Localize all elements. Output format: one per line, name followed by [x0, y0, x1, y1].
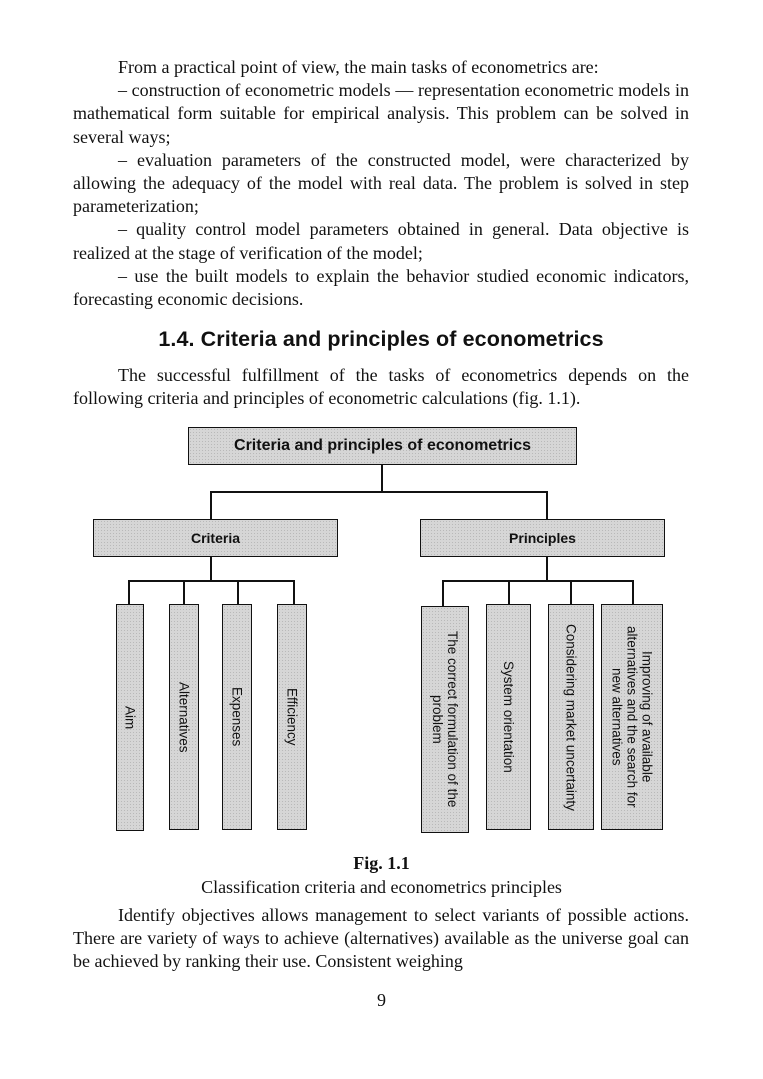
connector-line — [128, 580, 295, 582]
intro-paragraph: From a practical point of view, the main tasks of econometrics are: — [118, 57, 599, 77]
connector-line — [210, 557, 212, 581]
figure-title: Fig. 1.1 — [353, 853, 410, 873]
criteria-item-label: Aim — [122, 705, 138, 730]
principles-box — [420, 519, 665, 557]
principle-item-label: System orientation — [501, 661, 516, 773]
connector-line — [237, 580, 239, 604]
principle-item-label: Considering market uncertainty — [563, 623, 579, 811]
connector-line — [508, 580, 510, 604]
task-item: – construction of econometric models — representation econometric models in mathematical form suitable for empirical analysis. This problem can be solved in several ways; — [73, 80, 689, 147]
principle-item-system-orientation — [486, 604, 531, 830]
task-item: – evaluation parameters of the constructed model, were characterized by allowing the adequacy of the model with real data. The problem is solved in step parameterization; — [73, 149, 689, 217]
connector-line — [570, 580, 572, 604]
section-heading: 1.4. Criteria and principles of econometrics — [158, 327, 604, 352]
criteria-item-label: Expenses — [229, 687, 245, 747]
criteria-item-efficiency — [277, 604, 307, 830]
principle-item-label: Improving of available alternatives and the search for new alternatives — [609, 626, 655, 808]
closing-text — [73, 904, 689, 974]
principle-item-improving-alternatives — [601, 604, 663, 830]
criteria-item-expenses — [222, 604, 252, 830]
criteria-label: Criteria — [190, 530, 241, 546]
connector-line — [210, 491, 212, 519]
figure-caption: Classification criteria and econometrics principles — [201, 877, 562, 897]
criteria-item-alternatives — [169, 604, 199, 830]
connector-line — [183, 580, 185, 604]
connector-line — [293, 580, 295, 604]
connector-line — [210, 491, 548, 493]
criteria-item-aim — [116, 604, 144, 831]
criteria-item-label: Efficiency — [284, 688, 300, 746]
connector-line — [546, 557, 548, 581]
task-item: – use the built models to explain the behavior studied economic indicators, forecasting economic decisions. — [73, 265, 689, 310]
principles-label: Principles — [509, 530, 576, 546]
criteria-item-label: Alternatives — [176, 681, 192, 753]
closing-paragraph: Identify objectives allows management to select variants of possible actions. There are variety of ways to achieve (alternatives) available as the universe goal can be achieved by ranking their use. Consistent weighing — [73, 905, 689, 972]
section-paragraph: The successful fulfillment of the tasks of econometrics depends on the following criteria and principles of econometric calculations (fig. 1.1). — [73, 365, 689, 409]
task-item: – quality control model parameters obtained in general. Data objective is realized at the stage of verification of the model; — [73, 219, 689, 263]
diagram-root-box — [188, 427, 577, 465]
connector-line — [546, 491, 548, 519]
page-body — [73, 56, 689, 411]
principle-item-label: The correct formulation of the problem — [430, 631, 460, 808]
diagram-root-label: Criteria and principles of econometrics — [234, 437, 531, 454]
connector-line — [442, 580, 634, 582]
criteria-box — [93, 519, 338, 557]
connector-line — [128, 580, 130, 604]
principle-item-formulation — [421, 606, 469, 833]
connector-line — [632, 580, 634, 604]
connector-line — [442, 580, 444, 606]
principle-item-market-uncertainty — [548, 604, 594, 830]
connector-line — [381, 465, 383, 492]
page-number: 9 — [377, 990, 386, 1010]
